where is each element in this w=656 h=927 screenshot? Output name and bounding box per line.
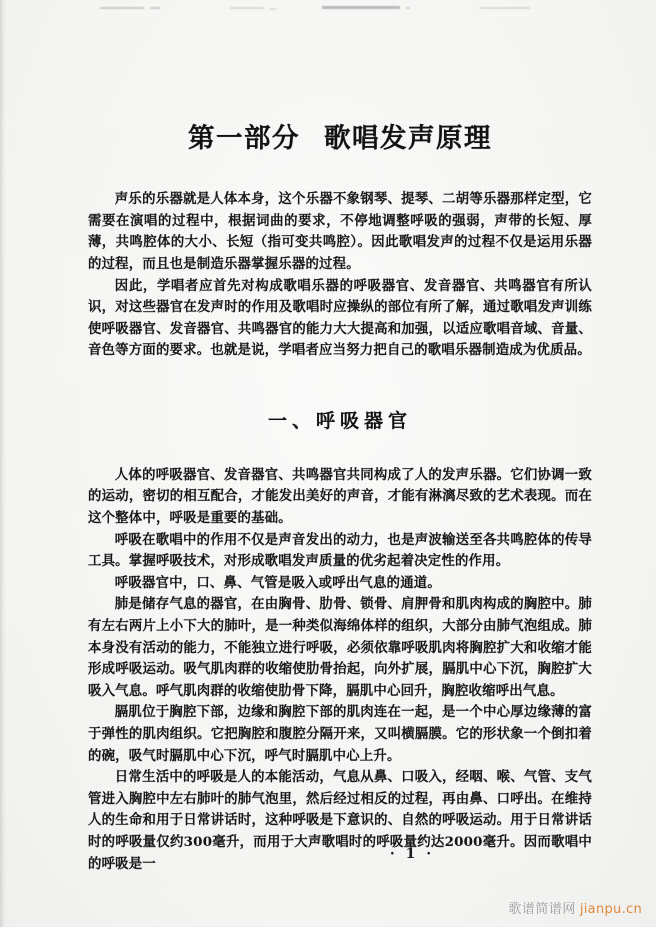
section-body	[88, 465, 592, 875]
paragraph: 呼吸在歌唱中的作用不仅是声音发出的动力，也是声波输送至各共鸣腔体的传导工具。掌握呼吸技术，对形成歌唱发声质量的优劣起着决定性的作用。	[88, 531, 592, 570]
paragraph: 肺是储存气息的器官，在由胸骨、肋骨、锁骨、肩胛骨和肌肉构成的胸腔中。肺有左右两片上小下大的肺叶，是一种类似海绵体样的组织，大部分由肺气泡组成。肺本身没有活动的能力，不能独立进行呼吸，必须依靠呼吸肌肉将胸腔扩大和收缩才能形成呼吸运动。吸气肌肉群的收缩使肋骨抬起，向外扩展，膈肌中心下沉，胸腔扩大吸入气息。呼气肌肉群的收缩使肋骨下降，膈肌中心回升，胸腔收缩呼出气息。	[88, 596, 592, 699]
watermark-url: jianpu.cn	[579, 902, 642, 917]
page-title	[88, 0, 592, 155]
binding-gutter-shadow	[0, 0, 7, 927]
part-title-part: 第一部分	[188, 123, 300, 154]
section-heading: 一、呼吸器官	[267, 409, 412, 432]
paragraph: 呼吸器官中，口、鼻、气管是吸入或呼出气息的通道。	[114, 574, 441, 591]
paragraph: 日常生活中的呼吸是人的本能活动，气息从鼻、口吸入，经咽、喉、气管、支气管进入胸腔中左右肺叶的肺气泡里，然后经过相反的过程，再由鼻、口呼出。在维持人的生命和用于日常讲话时，这种呼吸是下意识的、自然的呼吸运动。用于日常讲话时的呼吸量仅约300毫升，而用于大声歌唱时的呼吸量约达2000毫升。因而歌唱中的呼吸是一	[88, 769, 592, 872]
paragraph: 膈肌位于胸腔下部，边缘和胸腔下部的肌肉连在一起，是一个中心厚边缘薄的富于弹性的肌肉组织。它把胸腔和腹腔分隔开来，又叫横膈膜。它的形状象一个倒扣着的碗，吸气时膈肌中心下沉，呼气时膈肌中心上升。	[88, 704, 592, 764]
paragraph: 声乐的乐器就是人体本身，这个乐器不象钢琴、提琴、二胡等乐器那样定型，它需要在演唱的过程中，根据词曲的要求，不停地调整呼吸的强弱，声带的长短、厚薄，共鸣腔体的大小、长短（指可变共鸣腔）。因此歌唱发声的过程不仅是运用乐器的过程，而且也是制造乐器掌握乐器的过程。	[88, 191, 592, 272]
page-content	[88, 0, 592, 927]
paragraph: 因此，学唱者应首先对构成歌唱乐器的呼吸器官、发音器官、共鸣器官有所认识，对这些器官在发声时的作用及歌唱时应操纵的部位有所了解，通过歌唱发声训练使呼吸器官、发音器官、共鸣器官的能力大大提高和加强，以适应歌唱音域、音量、音色等方面的要求。也就是说，学唱者应当努力把自己的歌唱乐器制造成为优质品。	[88, 277, 592, 359]
part-title-subject: 歌唱发声原理	[324, 123, 492, 154]
watermark-site-name: 歌谱简谱网	[508, 902, 576, 917]
intro-block	[88, 155, 592, 362]
watermark	[508, 898, 642, 917]
paragraph: 人体的呼吸器官、发音器官、共鸣器官共同构成了人的发声乐器。它们协调一致的运动，密切的相互配合，才能发出美好的声音，才能有淋漓尽致的艺术表现。而在这个整体中，呼吸是重要的基础。	[88, 466, 592, 527]
page-number: · 1 ·	[389, 846, 435, 862]
